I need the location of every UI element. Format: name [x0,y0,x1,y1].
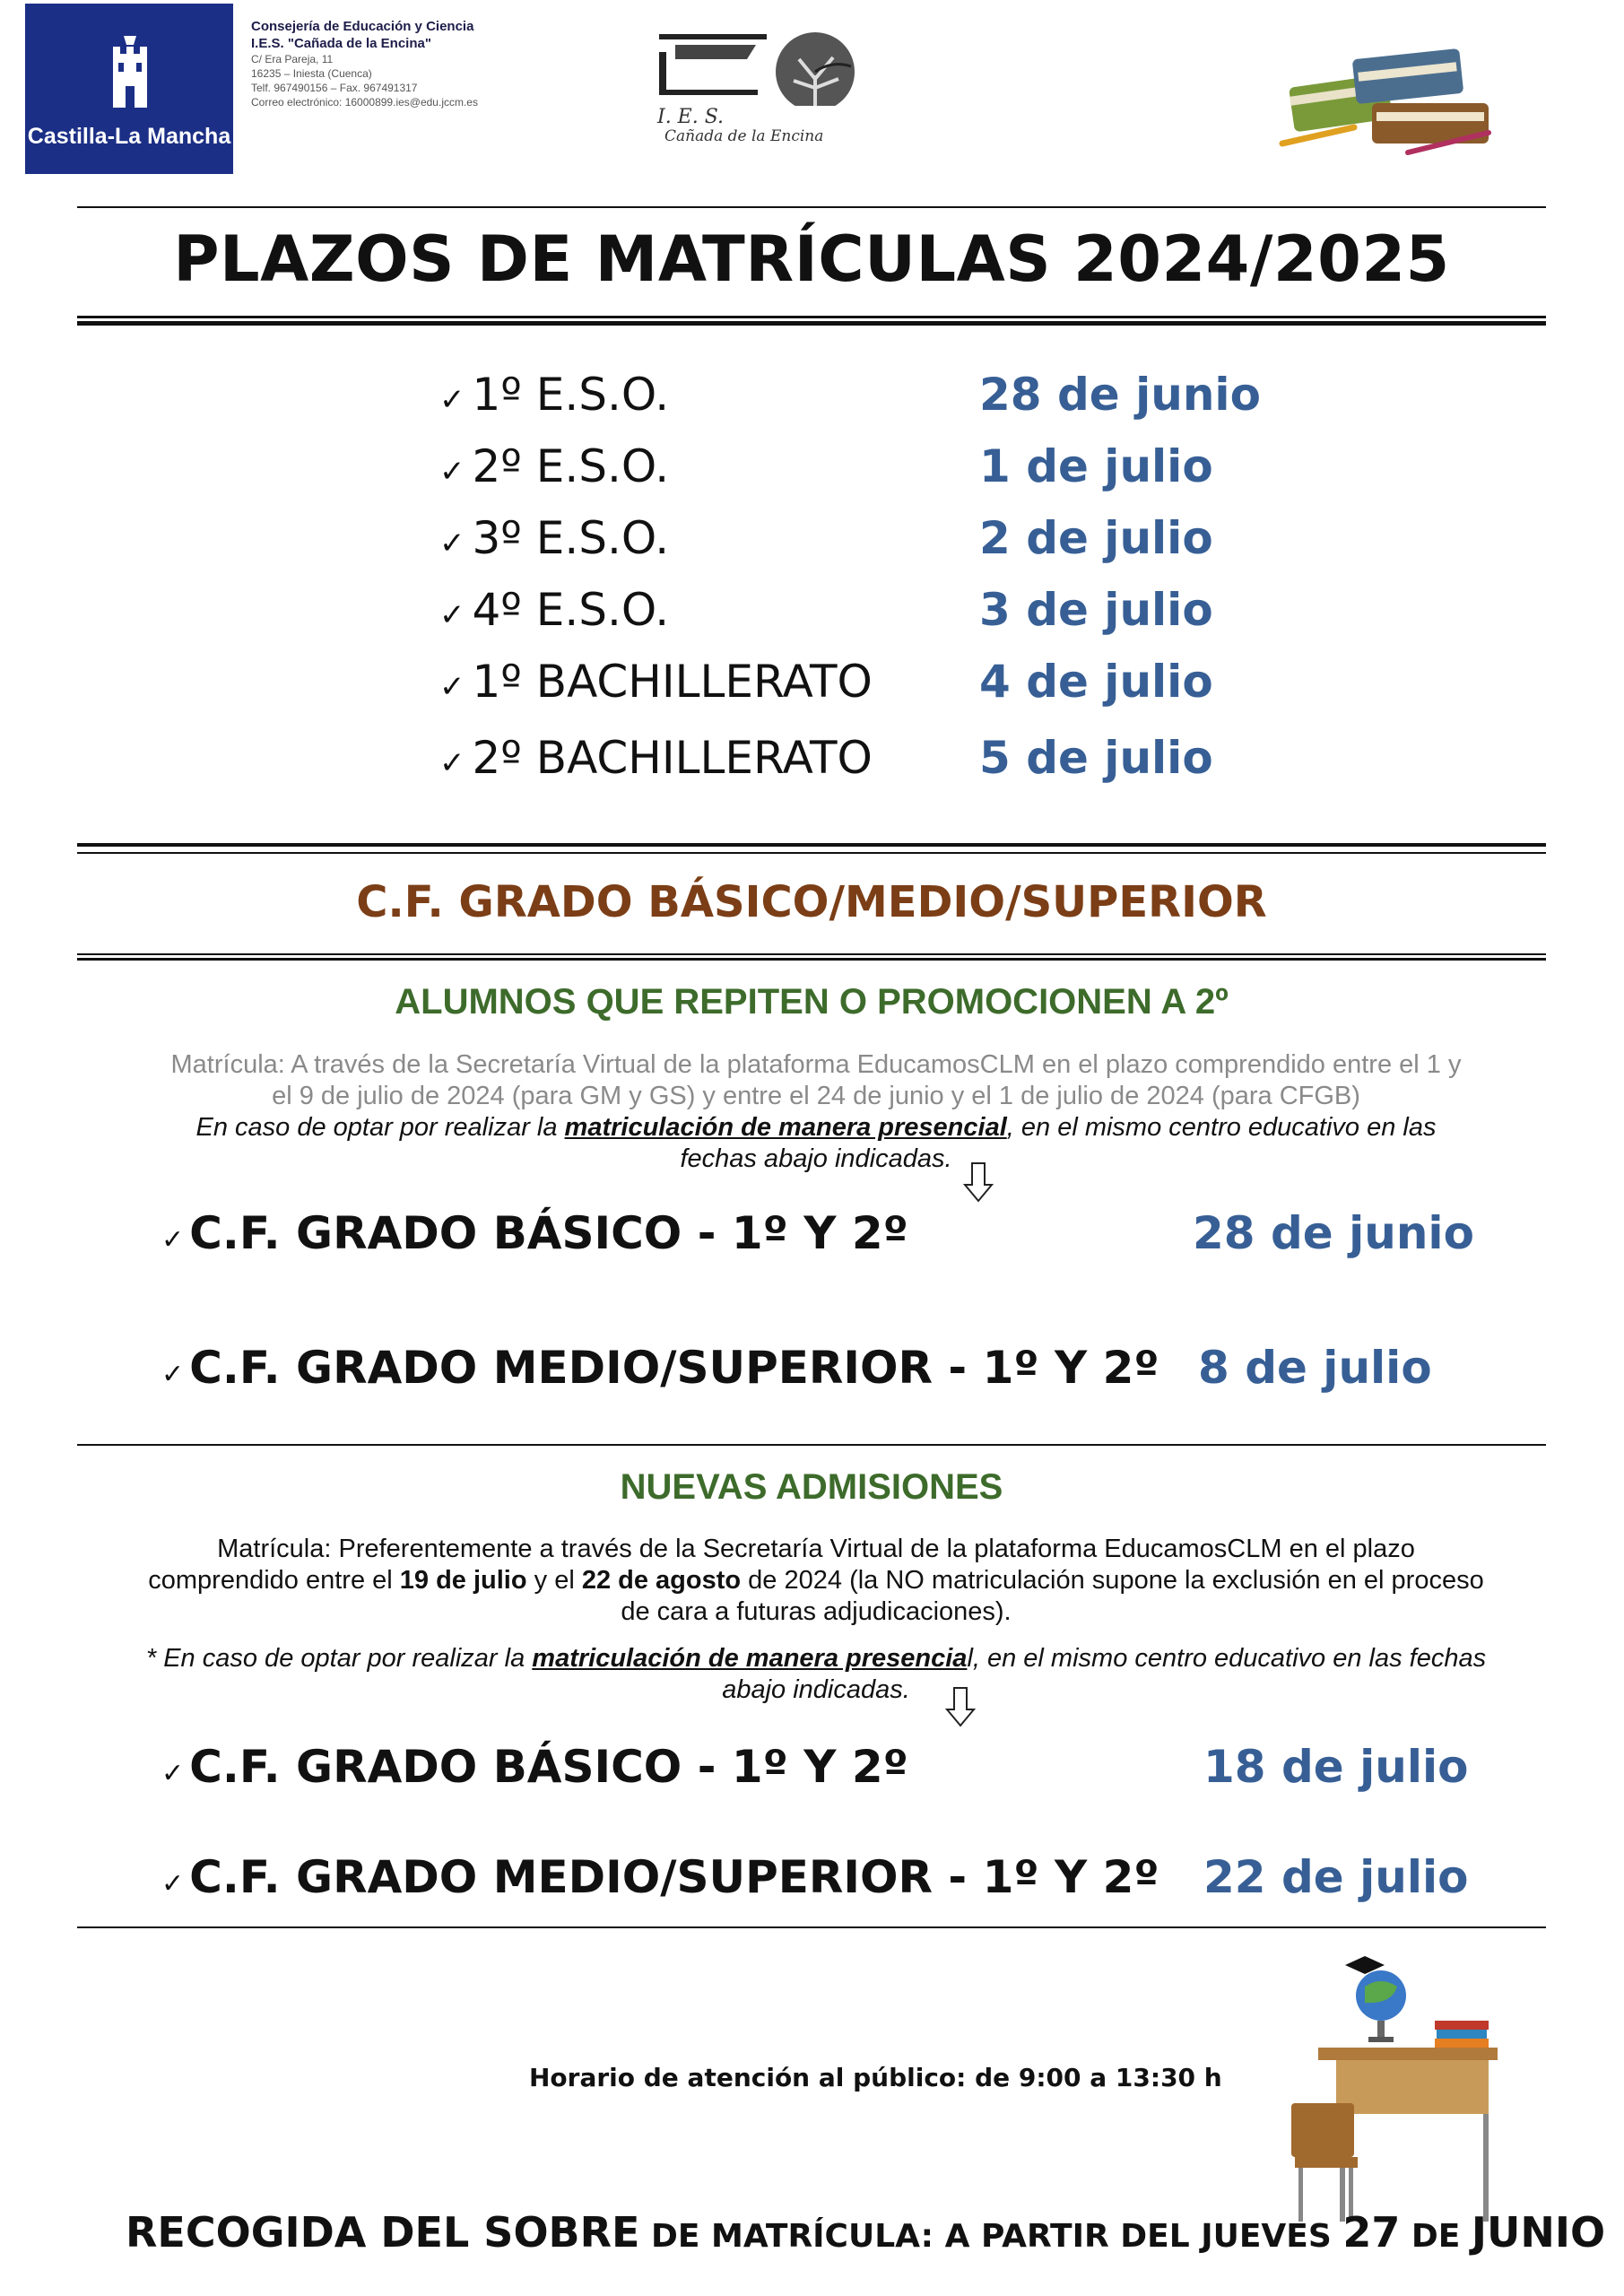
cf-row-date: 22 de julio [1203,1851,1469,1903]
repeaters-heading: ALUMNOS QUE REPITEN O PROMOCIONEN A 2º [395,982,1229,1022]
presencial-text-post: l, en el mismo centro educativo en las fechas [967,1644,1487,1673]
cf-row [161,1740,908,1801]
school-desk-illustration-icon [1282,1951,1515,2238]
ies-logo-subtext: Cañada de la Encina [664,127,824,145]
course-row [439,511,669,570]
cf-row [161,1206,908,1267]
check-icon: ✓ [439,745,465,781]
divider-cf-bottom-thin [77,953,1546,955]
divider-new-admissions [77,1444,1546,1446]
divider-top [77,206,1546,208]
date-highlight: 19 de julio [399,1566,527,1595]
course-date: 5 de julio [979,732,1213,784]
presencial-text-post: , en el mismo centro educativo en las [1006,1113,1437,1142]
repeaters-presencial-note-line2: fechas abajo indicadas. [680,1144,952,1173]
cf-row-label: C.F. GRADO BÁSICO - 1º Y 2º [189,1741,908,1793]
new-admissions-paragraph-line3: de cara a futuras adjudicaciones). [621,1597,1012,1626]
footer-part: JUNIO [1471,2208,1606,2257]
para-text: de 2024 (la NO matriculación supone la exclusión en el proceso [741,1566,1484,1595]
course-date: 3 de julio [979,584,1213,636]
cf-row-label: C.F. GRADO BÁSICO - 1º Y 2º [189,1207,908,1259]
contact-block [251,18,478,109]
footer-part: RECOGIDA DEL SOBRE [126,2208,640,2257]
check-icon: ✓ [161,1868,185,1900]
course-date: 2 de julio [979,512,1213,564]
check-icon: ✓ [439,454,465,490]
footer-notice [126,2208,1605,2257]
course-date: 4 de julio [979,656,1213,708]
phone: Telf. 967490156 – Fax. 967491317 [251,82,418,94]
region-name: Castilla-La Mancha [27,124,231,149]
footer-part: DE MATRÍCULA: A PARTIR DEL JUEVES [639,2218,1343,2255]
divider-title-thick [77,321,1546,326]
cf-row-label: C.F. GRADO MEDIO/SUPERIOR - 1º Y 2º [189,1851,1159,1903]
course-label: 2º BACHILLERATO [472,732,873,784]
presencial-text: En caso de optar por realizar la [195,1113,565,1142]
address: C/ Era Pareja, 11 [251,53,334,65]
course-row [439,439,669,499]
divider-cf-top-thin [77,852,1546,854]
divider-cf-top-thick [77,843,1546,847]
new-admissions-heading: NUEVAS ADMISIONES [620,1467,1003,1507]
check-icon: ✓ [439,669,465,705]
email: Correo electrónico: 16000899.ies@edu.jccm.es [251,96,478,109]
office-hours: Horario de atención al público: de 9:00 a 13:30 h [529,2063,1222,2092]
presencial-text: * En caso de optar por realizar la [145,1644,533,1673]
presencial-link: matriculación de manera presencial [564,1113,1007,1142]
down-arrow-icon [963,1161,994,1203]
repeaters-presencial-note [117,1112,1515,1144]
divider-bottom [77,1926,1546,1928]
date-highlight: 22 de agosto [581,1566,742,1595]
school-name: I.E.S. "Cañada de la Encina" [251,36,431,51]
course-date: 28 de junio [979,369,1261,421]
ies-logo-text: I. E. S. [657,106,725,128]
course-label: 1º E.S.O. [472,369,670,421]
cf-row-date: 8 de julio [1198,1342,1432,1394]
repeaters-paragraph-line1: Matrícula: A través de la Secretaría Virtual de la plataforma EducamosCLM en el plazo comprendido entre el 1 y [170,1050,1462,1079]
new-admissions-presencial-note-line2: abajo indicadas. [722,1675,910,1704]
course-label: 4º E.S.O. [472,584,670,636]
org-name: Consejería de Educación y Ciencia [251,19,474,34]
cf-section-title: C.F. GRADO BÁSICO/MEDIO/SUPERIOR [356,877,1267,927]
presencial-link: matriculación de manera presencia [532,1644,968,1673]
down-arrow-icon [945,1686,976,1727]
course-row [439,368,669,427]
ies-logo [657,25,899,145]
books-illustration-icon [1273,18,1507,161]
footer-part: DE [1400,2218,1472,2255]
course-row [439,655,873,714]
check-icon: ✓ [161,1359,185,1390]
page-title: PLAZOS DE MATRÍCULAS 2024/2025 [173,222,1450,296]
para-text: y el [526,1566,582,1595]
course-label: 3º E.S.O. [472,512,670,564]
cf-row-label: C.F. GRADO MEDIO/SUPERIOR - 1º Y 2º [189,1342,1159,1394]
cf-row [161,1850,1159,1911]
cf-row-date: 28 de junio [1193,1207,1474,1259]
castilla-la-mancha-logo [25,4,233,174]
course-date: 1 de julio [979,440,1213,492]
divider-cf-bottom [77,958,1546,961]
course-row [439,583,669,642]
check-icon: ✓ [439,382,465,418]
check-icon: ✓ [161,1224,185,1256]
new-admissions-paragraph-line2 [90,1565,1542,1596]
repeaters-paragraph-line2: el 9 de julio de 2024 (para GM y GS) y entre el 24 de junio y el 1 de julio de 2024 (para CFGB) [272,1082,1360,1110]
divider-title-thin [77,316,1546,318]
check-icon: ✓ [161,1758,185,1789]
course-label: 2º E.S.O. [472,440,670,492]
castle-crest-icon [108,34,152,113]
new-admissions-paragraph-line1: Matrícula: Preferentemente a través de la Secretaría Virtual de la plataforma EducamosCLM en el plazo [217,1535,1415,1563]
course-row [439,731,873,790]
city: 16235 – Iniesta (Cuenca) [251,67,372,80]
footer-part: 27 [1342,2208,1401,2257]
cf-row [161,1341,1159,1402]
cf-row-date: 18 de julio [1203,1741,1469,1793]
check-icon: ✓ [439,597,465,633]
check-icon: ✓ [439,526,465,561]
para-text: comprendido entre el [148,1566,400,1595]
tree-logo-icon [657,25,899,106]
new-admissions-presencial-note [90,1643,1542,1674]
course-label: 1º BACHILLERATO [472,656,873,708]
